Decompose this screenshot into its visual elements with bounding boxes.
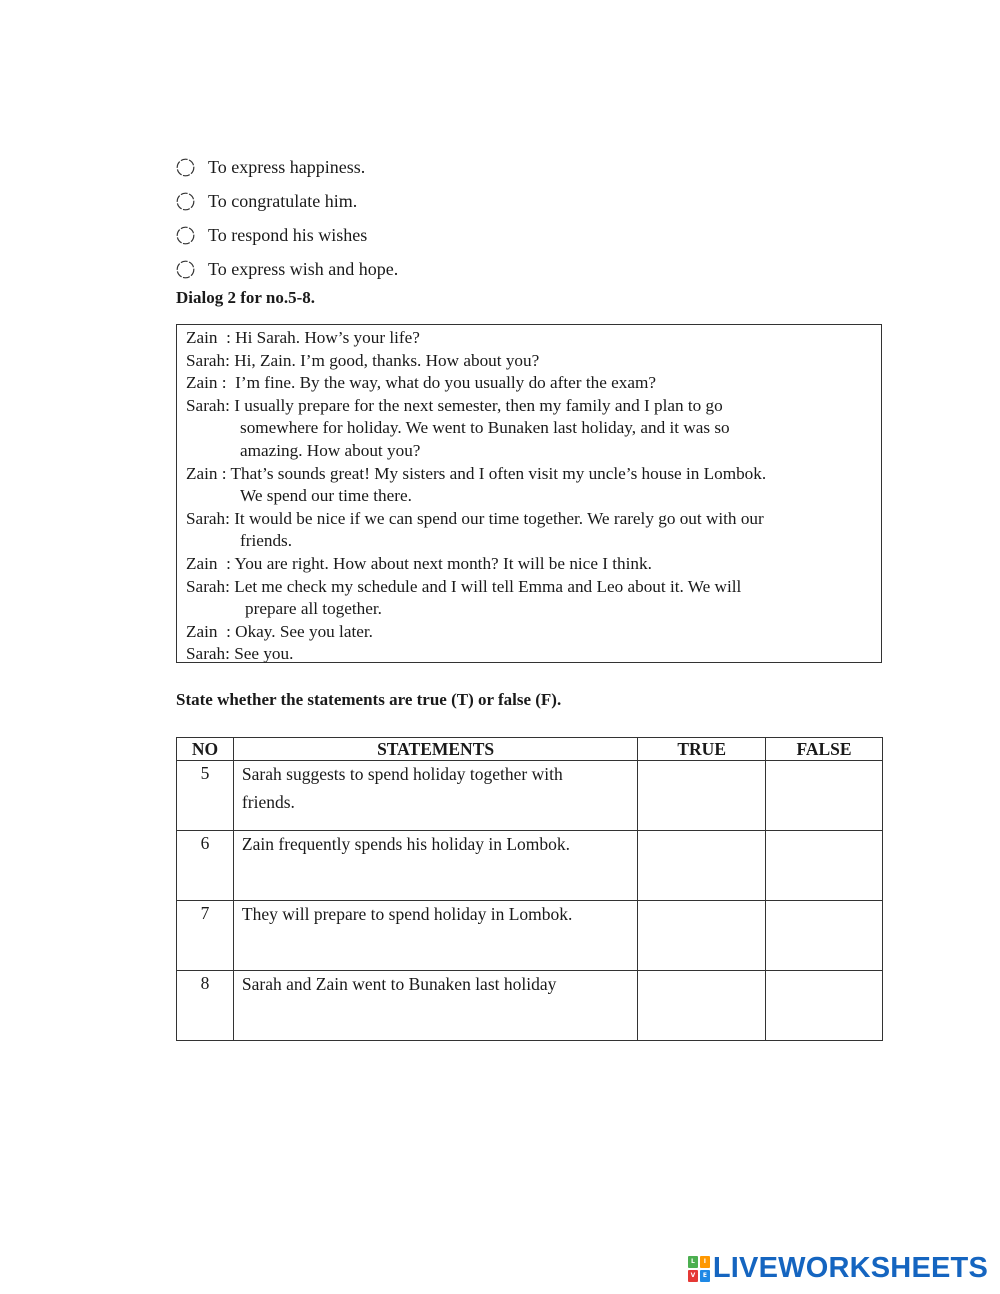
logo-mark-letter: I <box>700 1256 710 1268</box>
false-answer-cell[interactable] <box>766 971 883 1041</box>
radio-circle-icon[interactable] <box>176 226 195 245</box>
dialog-heading: Dialog 2 for no.5-8. <box>176 288 315 307</box>
dialog-line: We spend our time there. <box>240 486 412 506</box>
dialog-line: somewhere for holiday. We went to Bunaken last holiday, and it was so <box>240 418 730 438</box>
row-number: 7 <box>177 901 234 971</box>
option-label: To express wish and hope. <box>208 258 399 279</box>
liveworksheets-logo[interactable] <box>688 1252 988 1285</box>
dialog-line: Zain : Hi Sarah. How’s your life? <box>186 328 420 347</box>
table-row <box>177 761 883 831</box>
dialog-line: amazing. How about you? <box>240 440 421 460</box>
dialog-line: prepare all together. <box>245 599 382 619</box>
table-row <box>177 971 883 1041</box>
statement-cell <box>233 761 637 831</box>
statement-cell <box>233 971 637 1041</box>
table-row <box>177 831 883 901</box>
dialog-line: Zain : You are right. How about next month? It will be nice I think. <box>186 553 652 573</box>
row-number: 6 <box>177 831 234 901</box>
row-number: 8 <box>177 971 234 1041</box>
true-answer-cell[interactable] <box>638 761 766 831</box>
instruction-text: State whether the statements are true (T) or false (F). <box>176 690 562 709</box>
statement-text: They will prepare to spend holiday in Lombok. <box>241 904 573 924</box>
option-1[interactable] <box>176 150 398 184</box>
true-false-table <box>176 737 883 1041</box>
dialog-line: Zain : I’m fine. By the way, what do you usually do after the exam? <box>186 373 656 393</box>
true-answer-cell[interactable] <box>638 901 766 971</box>
header-true: TRUE <box>638 738 766 761</box>
header-no: NO <box>177 738 234 761</box>
radio-circle-icon[interactable] <box>176 158 195 177</box>
radio-circle-icon[interactable] <box>176 192 195 211</box>
dialog-line: Sarah: It would be nice if we can spend our time together. We rarely go out with our <box>186 508 764 528</box>
radio-circle-icon[interactable] <box>176 260 195 279</box>
statement-text: Zain frequently spends his holiday in Lombok. <box>241 834 570 854</box>
dialog-line: Zain : That’s sounds great! My sisters and I often visit my uncle’s house in Lombok. <box>186 463 767 483</box>
header-statements: STATEMENTS <box>233 738 637 761</box>
dialog-line: Sarah: Let me check my schedule and I will tell Emma and Leo about it. We will <box>186 576 742 596</box>
true-answer-cell[interactable] <box>638 831 766 901</box>
dialog-line: Sarah: See you. <box>186 644 294 664</box>
header-false: FALSE <box>766 738 883 761</box>
statement-text-continued: friends. <box>241 792 295 812</box>
true-answer-cell[interactable] <box>638 971 766 1041</box>
option-label: To express happiness. <box>208 156 366 177</box>
logo-text: LIVEWORKSHEETS <box>712 1252 988 1284</box>
dialog-line: Sarah: I usually prepare for the next semester, then my family and I plan to go <box>186 395 723 415</box>
logo-mark-icon <box>688 1256 710 1282</box>
option-4[interactable] <box>176 252 398 286</box>
false-answer-cell[interactable] <box>766 761 883 831</box>
logo-mark-letter: V <box>688 1270 698 1282</box>
table-row <box>177 901 883 971</box>
statement-cell <box>233 831 637 901</box>
option-2[interactable] <box>176 184 398 218</box>
option-label: To respond his wishes <box>208 224 368 245</box>
option-3[interactable] <box>176 218 398 252</box>
dialog-line: Zain : Okay. See you later. <box>186 621 373 641</box>
statement-text: Sarah and Zain went to Bunaken last holiday <box>241 974 557 994</box>
false-answer-cell[interactable] <box>766 901 883 971</box>
statement-cell <box>233 901 637 971</box>
table-header-row <box>177 738 883 761</box>
dialog-line: friends. <box>240 531 293 551</box>
row-number: 5 <box>177 761 234 831</box>
false-answer-cell[interactable] <box>766 831 883 901</box>
dialog-line: Sarah: Hi, Zain. I’m good, thanks. How about you? <box>186 350 540 370</box>
logo-mark-letter: L <box>688 1256 698 1268</box>
answer-options <box>176 150 398 286</box>
dialog-box <box>176 324 882 663</box>
logo-mark-letter: E <box>700 1270 710 1282</box>
statement-text: Sarah suggests to spend holiday together with <box>241 764 563 784</box>
option-label: To congratulate him. <box>208 190 358 211</box>
